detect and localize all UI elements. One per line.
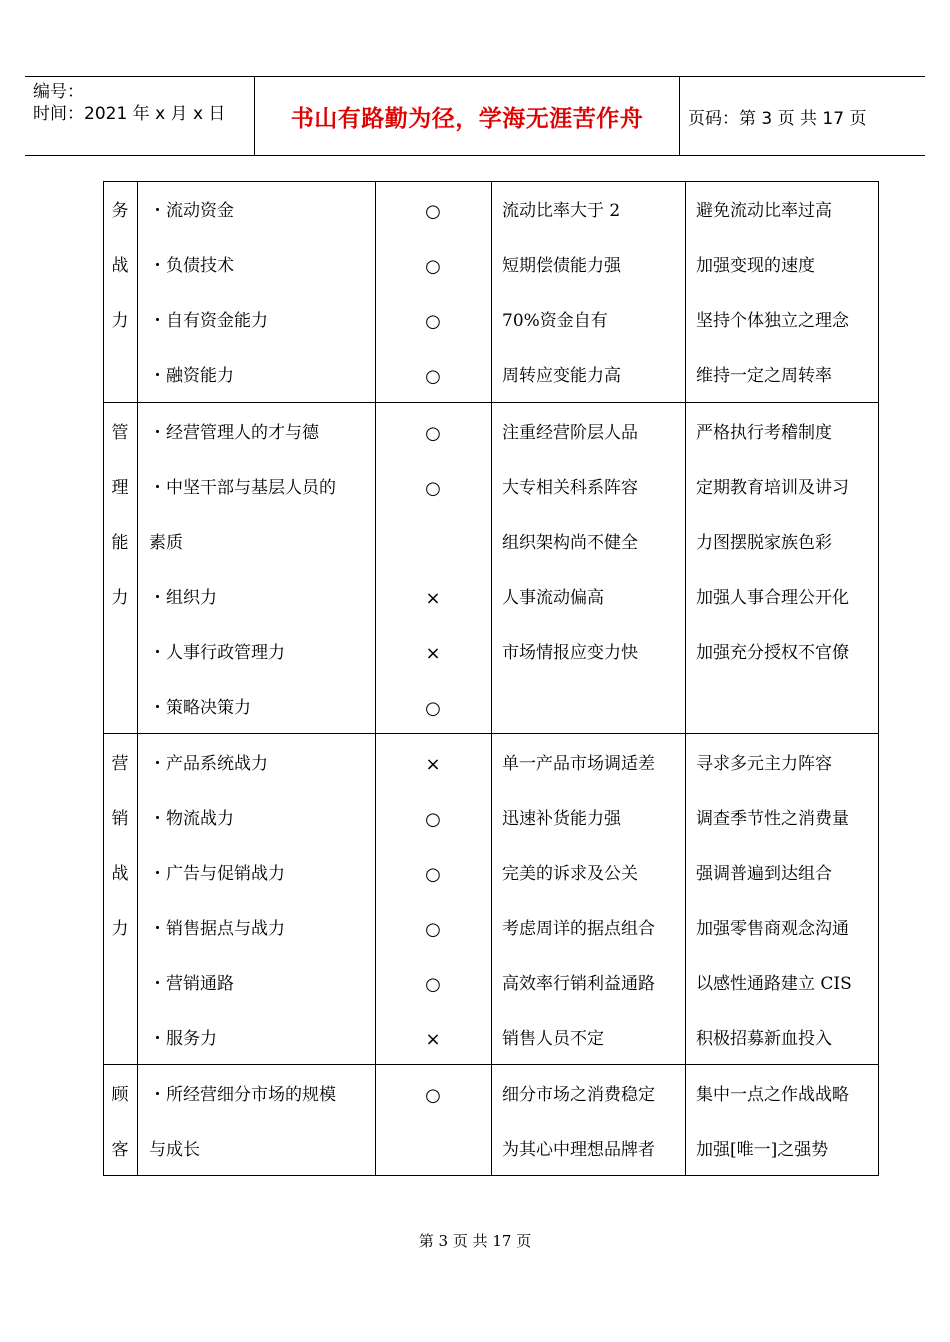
action-text: 寻求多元主力阵容 xyxy=(696,754,832,774)
rating-mark: × xyxy=(425,588,441,609)
group-border xyxy=(103,733,879,734)
action-text: 加强零售商观念沟通 xyxy=(696,919,849,939)
table-column-border xyxy=(878,181,879,1176)
item-text: 素质 xyxy=(149,533,183,553)
status-text: 考虑周详的据点组合 xyxy=(502,919,655,939)
status-text: 销售人员不定 xyxy=(502,1029,604,1049)
table-column-border xyxy=(137,181,138,1176)
action-text: 严格执行考稽制度 xyxy=(696,423,832,443)
category-char: 力 xyxy=(111,311,129,331)
action-text: 定期教育培训及讲习 xyxy=(696,478,849,498)
category-char: 能 xyxy=(111,533,129,553)
item-text: ・物流战力 xyxy=(149,809,234,829)
page-header xyxy=(25,76,925,156)
header-meta xyxy=(33,81,255,125)
status-text: 大专相关科系阵容 xyxy=(502,478,638,498)
group-border xyxy=(103,402,879,403)
action-text: 加强[唯一]之强势 xyxy=(696,1140,829,1160)
status-text: 迅速补货能力强 xyxy=(502,809,621,829)
action-text: 集中一点之作战战略 xyxy=(696,1085,849,1105)
status-text: 完美的诉求及公关 xyxy=(502,864,638,884)
item-text: ・服务力 xyxy=(149,1029,217,1049)
item-text: ・产品系统战力 xyxy=(149,754,268,774)
status-text: 单一产品市场调适差 xyxy=(502,754,655,774)
item-text: ・营销通路 xyxy=(149,974,234,994)
page-footer: 第 3 页 共 17 页 xyxy=(418,1232,532,1250)
status-text: 周转应变能力高 xyxy=(502,366,621,386)
rating-mark: ○ xyxy=(425,864,441,885)
rating-mark: ○ xyxy=(425,1085,441,1106)
item-text: ・流动资金 xyxy=(149,201,234,221)
header-page-info: 页码：第 3 页 共 17 页 xyxy=(688,108,867,129)
category-char: 战 xyxy=(111,864,129,884)
action-text: 加强人事合理公开化 xyxy=(696,588,849,608)
status-text: 短期偿债能力强 xyxy=(502,256,621,276)
item-text: ・组织力 xyxy=(149,588,217,608)
item-text: 与成长 xyxy=(149,1140,200,1160)
action-text: 坚持个体独立之理念 xyxy=(696,311,849,331)
category-char: 力 xyxy=(111,588,129,608)
rating-mark: ○ xyxy=(425,366,441,387)
action-text: 维持一定之周转率 xyxy=(696,366,832,386)
item-text: ・自有资金能力 xyxy=(149,311,268,331)
rating-mark: ○ xyxy=(425,256,441,277)
assessment-table xyxy=(103,181,879,1178)
code-label: 编号： xyxy=(33,82,84,102)
status-text: 市场情报应变力快 xyxy=(502,643,638,663)
category-char: 销 xyxy=(111,809,129,829)
category-char: 管 xyxy=(111,423,129,443)
rating-mark: ○ xyxy=(425,698,441,719)
category-char: 客 xyxy=(111,1140,129,1160)
status-text: 细分市场之消费稳定 xyxy=(502,1085,655,1105)
status-text: 人事流动偏高 xyxy=(502,588,604,608)
category-char: 务 xyxy=(111,201,129,221)
status-text: 高效率行销利益通路 xyxy=(502,974,655,994)
status-text: 70%资金自有 xyxy=(502,311,608,331)
rating-mark: × xyxy=(425,643,441,664)
action-text: 加强充分授权不官僚 xyxy=(696,643,849,663)
rating-mark: × xyxy=(425,754,441,775)
item-text: ・融资能力 xyxy=(149,366,234,386)
action-text: 以感性通路建立 CIS xyxy=(696,974,852,994)
header-divider xyxy=(679,77,680,155)
rating-mark: ○ xyxy=(425,201,441,222)
action-text: 力图摆脱家族色彩 xyxy=(696,533,832,553)
item-text: ・策略决策力 xyxy=(149,698,251,718)
item-text: ・人事行政管理力 xyxy=(149,643,285,663)
item-text: ・经营管理人的才与德 xyxy=(149,423,319,443)
table-column-border xyxy=(491,181,492,1176)
rating-mark: ○ xyxy=(425,423,441,444)
category-char: 顾 xyxy=(111,1085,129,1105)
action-text: 积极招募新血投入 xyxy=(696,1029,832,1049)
category-char: 力 xyxy=(111,919,129,939)
category-char: 营 xyxy=(111,754,129,774)
category-char: 战 xyxy=(111,256,129,276)
status-text: 注重经营阶层人品 xyxy=(502,423,638,443)
item-text: ・负债技术 xyxy=(149,256,234,276)
group-border xyxy=(103,1175,879,1176)
rating-mark: ○ xyxy=(425,478,441,499)
item-text: ・所经营细分市场的规模 xyxy=(149,1085,336,1105)
category-char: 理 xyxy=(111,478,129,498)
status-text: 组织架构尚不健全 xyxy=(502,533,638,553)
rating-mark: ○ xyxy=(425,311,441,332)
action-text: 调查季节性之消费量 xyxy=(696,809,849,829)
action-text: 强调普遍到达组合 xyxy=(696,864,832,884)
header-motto: 书山有路勤为径，学海无涯苦作舟 xyxy=(290,105,644,132)
item-text: ・销售据点与战力 xyxy=(149,919,285,939)
rating-mark: ○ xyxy=(425,974,441,995)
action-text: 避免流动比率过高 xyxy=(696,201,832,221)
item-text: ・广告与促销战力 xyxy=(149,864,285,884)
status-text: 流动比率大于 2 xyxy=(502,201,621,221)
status-text: 为其心中理想品牌者 xyxy=(502,1140,655,1160)
table-column-border xyxy=(685,181,686,1176)
rating-mark: × xyxy=(425,1029,441,1050)
time-label: 时间：2021 年 x 月 x 日 xyxy=(33,104,226,124)
group-border xyxy=(103,1064,879,1065)
rating-mark: ○ xyxy=(425,919,441,940)
action-text: 加强变现的速度 xyxy=(696,256,815,276)
item-text: ・中坚干部与基层人员的 xyxy=(149,478,336,498)
rating-mark: ○ xyxy=(425,809,441,830)
